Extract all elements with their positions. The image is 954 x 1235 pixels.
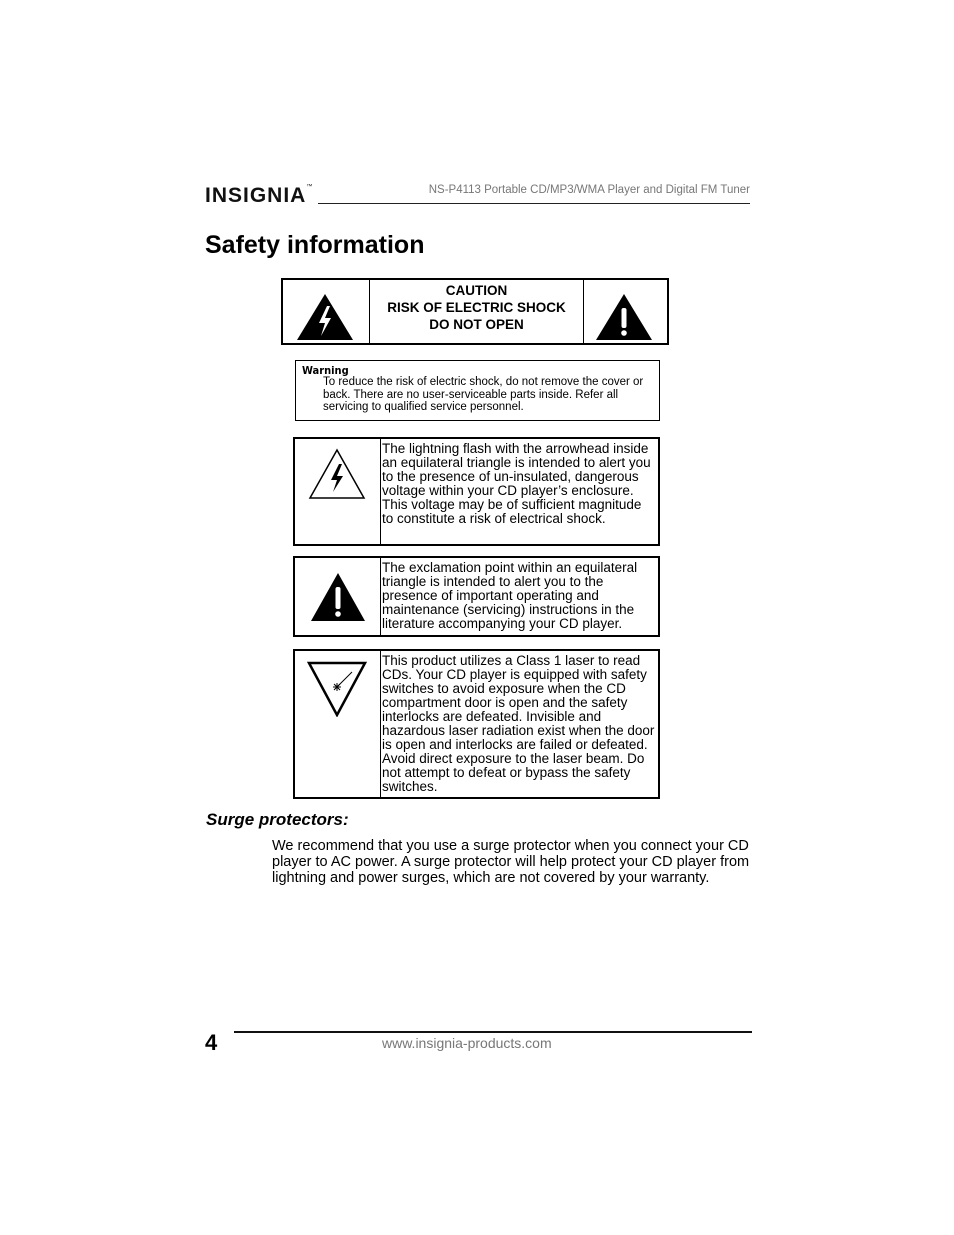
caution-text bbox=[370, 280, 583, 343]
symbol-icon-cell bbox=[295, 651, 381, 797]
symbol-icon-cell bbox=[295, 558, 381, 635]
symbol-table-lightning bbox=[293, 437, 660, 546]
exclamation-triangle-icon bbox=[309, 571, 367, 623]
product-title: NS-P4113 Portable CD/MP3/WMA Player and Digital FM Tuner bbox=[428, 184, 750, 196]
caution-right-cell bbox=[583, 280, 667, 343]
symbol-description: The lightning flash with the arrowhead inside an equilateral triangle is intended to alert you to the presence of un-insulated, dangerous voltage within your CD player’s enclosure. This voltage may be of sufficient magnitude to constitute a risk of electrical shock. bbox=[382, 441, 651, 526]
caution-line-2: RISK OF ELECTRIC SHOCK bbox=[387, 300, 566, 315]
caution-line-3: DO NOT OPEN bbox=[429, 317, 524, 332]
page-number: 4 bbox=[205, 1030, 218, 1055]
logo-trademark: ™ bbox=[306, 184, 314, 190]
warning-box bbox=[295, 360, 660, 421]
header-divider bbox=[318, 203, 750, 204]
page-title: Safety information bbox=[205, 231, 425, 259]
caution-label bbox=[281, 278, 669, 345]
caution-left-cell bbox=[283, 280, 370, 343]
lightning-triangle-icon bbox=[295, 292, 355, 342]
footer-url: www.insignia-products.com bbox=[382, 1035, 552, 1051]
laser-warning-icon bbox=[306, 659, 368, 717]
caution-line-1: CAUTION bbox=[445, 283, 508, 298]
warning-text: To reduce the risk of electric shock, do not remove the cover or back. There are no user-serviceable parts inside. Refer all servicing to qualified service personnel. bbox=[323, 376, 644, 413]
lightning-triangle-icon bbox=[308, 448, 366, 500]
logo-text: INSIGNIA bbox=[205, 184, 307, 207]
footer-divider bbox=[234, 1031, 752, 1033]
surge-paragraph: We recommend that you use a surge protector when you connect your CD player to AC power. A surge protector will help protect your CD player from lightning and power surges, which are not covered by your warranty. bbox=[272, 838, 750, 886]
warning-label: Warning bbox=[302, 364, 349, 377]
symbol-description: The exclamation point within an equilateral triangle is intended to alert you to the presence of important operating and maintenance (servicing) instructions in the literature accompanying your CD player. bbox=[382, 560, 638, 631]
symbol-icon-cell bbox=[295, 439, 381, 544]
symbol-table-laser bbox=[293, 649, 660, 799]
section-heading: Surge protectors: bbox=[206, 810, 349, 829]
insignia-logo bbox=[205, 184, 313, 208]
symbol-description: This product utilizes a Class 1 laser to read CDs. Your CD player is equipped with safety switches to avoid exposure when the CD compartment door is open and the safety interlocks are defeated. Invisible and hazardous laser radiation exist when the door is open and interlocks are failed or defeated. Avoid direct exposure to the laser beam. Do not attempt to defeat or bypass the safety switches. bbox=[382, 653, 655, 794]
exclamation-triangle-icon bbox=[594, 292, 654, 342]
symbol-table-exclamation bbox=[293, 556, 660, 637]
